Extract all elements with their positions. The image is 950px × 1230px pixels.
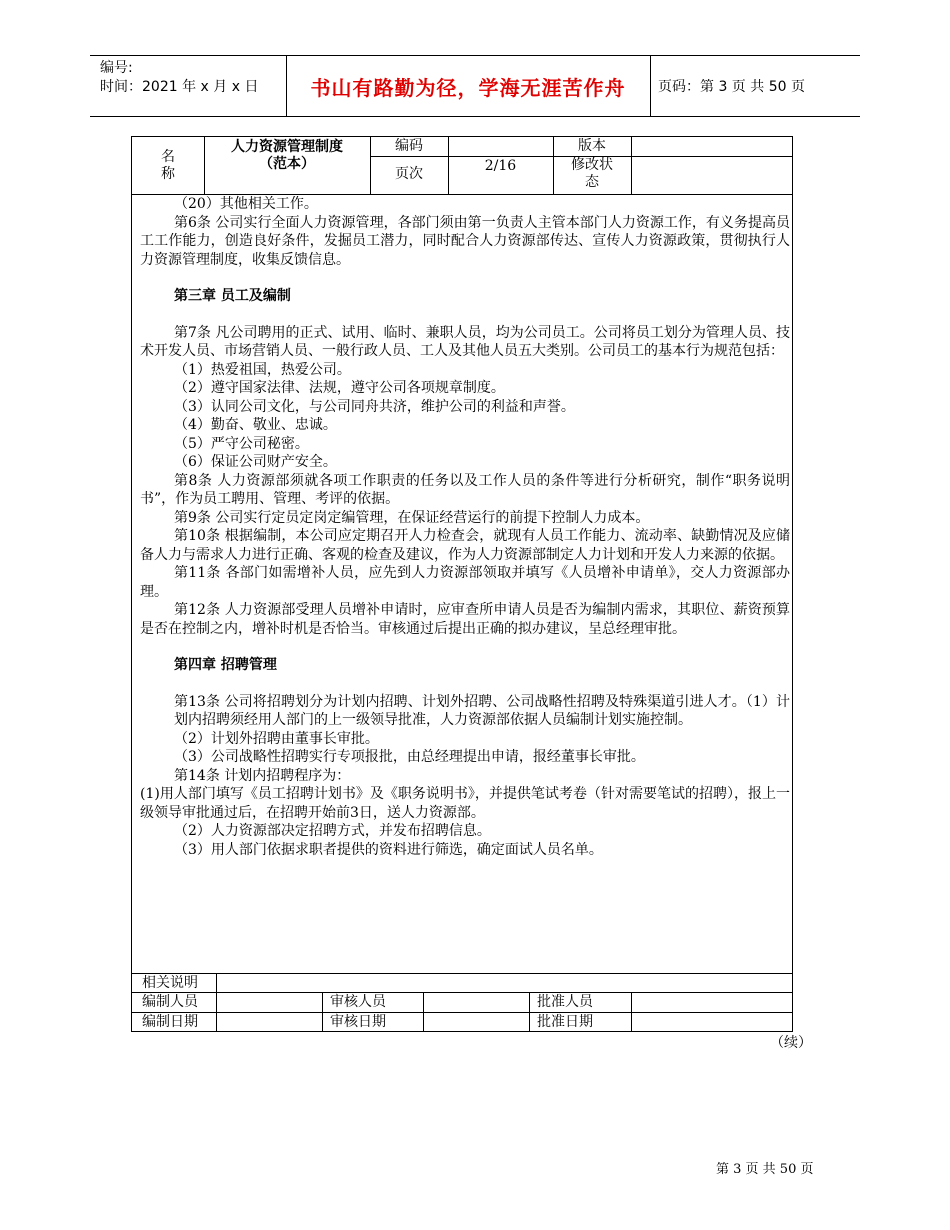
table-line xyxy=(631,137,632,194)
table-line xyxy=(132,973,793,974)
table-line xyxy=(631,992,632,1032)
version-label: 版本 xyxy=(578,138,606,154)
table-line xyxy=(216,973,217,1032)
table-line xyxy=(132,1012,793,1013)
continued-note: （续） xyxy=(770,1035,812,1051)
paragraph: （20）其他相关工作。 xyxy=(174,196,318,212)
compile-date-label: 编制日期 xyxy=(142,1014,198,1030)
approve-date-label: 批准日期 xyxy=(537,1014,593,1030)
paragraph: (1)用人部门填写《员工招聘计划书》及《职务说明书》，并提供笔试考卷（针对需要笔试的招聘），报上一级领导审批通过后，在招聘开始前3日，送人力资源部。 xyxy=(140,786,790,821)
compiler-label: 编制人员 xyxy=(142,994,198,1010)
paragraph: 第6条 公司实行全面人力资源管理，各部门须由第一负责人主管本部门人力资源工作，有义务提高员工工作能力，创造良好条件，发掘员工潜力，同时配合人力资源部传达、宣传人力资源政策，贯彻执行人力资源管理制度，收集反馈信息。 xyxy=(140,214,790,268)
header-info xyxy=(100,59,258,97)
table-line xyxy=(132,992,793,993)
paragraph: 第11条 各部门如需增补人员，应先到人力资源部领取并填写《人员增补申请单》，交人力资源部办理。 xyxy=(140,565,790,600)
paragraph: 第12条 人力资源部受理人员增补申请时，应审查所申请人员是否为编制内需求，其职位、薪资预算是否在控制之内，增补时机是否恰当。审核通过后提出正确的拟办建议，呈总经理审批。 xyxy=(140,602,790,637)
list-item: （4）勤奋、敬业、忠诚。 xyxy=(174,417,337,433)
related-label: 相关说明 xyxy=(142,975,198,991)
paragraph: 第7条 凡公司聘用的正式、试用、临时、兼职人员，均为公司员工。公司将员工划分为管理人员、技术开发人员、市场营销人员、一般行政人员、工人及其他人员五大类别。公司员工的基本行为规范包括： xyxy=(140,324,790,359)
header-divider xyxy=(650,56,651,116)
paragraph: 第10条 根据编制，本公司应定期召开人力检查会，就现有人员工作能力、流动率、缺勤情况及应储备人力与需求人力进行正确、客观的检查及建议，作为人力资源部制定人力计划和开发人力来源的依据。 xyxy=(140,528,790,563)
paragraph: （3）公司战略性招聘实行专项报批，由总经理提出申请，报经董事长审批。 xyxy=(174,749,645,765)
pages-label: 页次 xyxy=(395,166,423,182)
chapter-heading: 第四章 招聘管理 xyxy=(174,657,277,673)
paragraph: （2）人力资源部决定招聘方式，并发布招聘信息。 xyxy=(174,823,491,839)
revision-label: 修改状 态 xyxy=(571,157,613,190)
number-label: 编号: xyxy=(100,60,133,76)
paragraph: 第9条 公司实行定员定岗定编管理，在保证经营运行的前提下控制人力成本。 xyxy=(174,509,650,526)
table-line xyxy=(423,992,424,1032)
paragraph: 第14条 计划内招聘程序为： xyxy=(174,767,351,784)
paragraph: （2）计划外招聘由董事长审批。 xyxy=(174,730,379,747)
page-header xyxy=(90,55,860,117)
paragraph: 第13条 公司将招聘划分为计划内招聘、计划外招聘、公司战略性招聘及特殊渠道引进人才。（1）计划内招聘须经用人部门的上一级领导批准，人力资源部依据人员编制计划实施控制。 xyxy=(174,693,790,728)
paragraph: 第8条 人力资源部须就各项工作职责的任务以及工作人员的条件等进行分析研究，制作“职务说明书”，作为员工聘用、管理、考评的依据。 xyxy=(140,472,790,507)
table-line xyxy=(322,992,323,1032)
page-footer: 第 3 页 共 50 页 xyxy=(716,1162,814,1177)
paragraph: （3）用人部门依据求职者提供的资料进行筛选，确定面试人员名单。 xyxy=(174,841,603,858)
time-label: 时间：2021 年 x 月 x 日 xyxy=(100,79,259,95)
list-item: （2）遵守国家法律、法规，遵守公司各项规章制度。 xyxy=(174,380,505,396)
list-item: （1）热爱祖国，热爱公司。 xyxy=(174,361,351,378)
list-item: （5）严守公司秘密。 xyxy=(174,435,309,452)
name-label: 名 称 xyxy=(161,149,175,182)
table-line xyxy=(529,992,530,1032)
header-motto: 书山有路勤为径，学海无涯苦作舟 xyxy=(310,75,626,100)
list-item: （3）认同公司文化，与公司同舟共济，维护公司的利益和声誉。 xyxy=(174,398,575,415)
header-page-number: 页码：第 3 页 共 50 页 xyxy=(658,79,805,95)
pages-value: 2/16 xyxy=(484,158,517,174)
list-item: （6）保证公司财产安全。 xyxy=(174,454,337,470)
reviewer-label: 审核人员 xyxy=(330,994,386,1010)
code-label: 编码 xyxy=(395,138,423,154)
approver-label: 批准人员 xyxy=(537,994,593,1010)
doc-title: 人力资源管理制度 （范本） xyxy=(231,139,343,172)
document-table xyxy=(131,136,793,1032)
document-body xyxy=(140,195,790,859)
review-date-label: 审核日期 xyxy=(330,1014,386,1030)
chapter-heading: 第三章 员工及编制 xyxy=(174,288,291,304)
